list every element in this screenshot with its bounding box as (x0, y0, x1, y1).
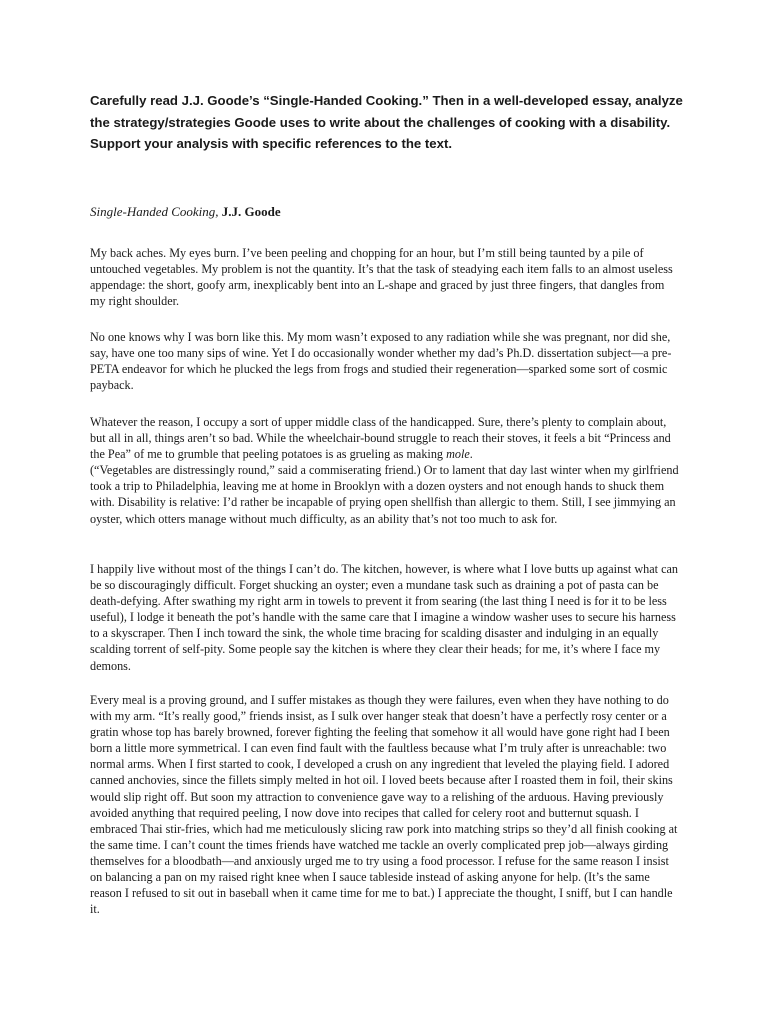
essay-prompt: Carefully read J.J. Goode’s “Single-Handed Cooking.” Then in a well-developed essay, analyze the strategy/strategies Goode uses to write about the challenges of cooking with a disability. Support your analysis with specific references to the text. (90, 93, 683, 151)
paragraph-3-period: . (469, 447, 473, 462)
paragraph-4: I happily live without most of the things I can’t do. The kitchen, however, is where what I love butts up against what can be so discouragingly difficult. Forget shucking an oyster; even a mundane task such as draining a pot of pasta can be death-defying. After swathing my right arm in towels to prevent it from searing (the last thing I need is for it to be less useful), I lodge it beneath the pot’s handle with the same care that I imagine a window washer uses to secure his harness to a skyscraper. Then I inch toward the sink, the whole time bracing for scalding disaster and indulging in an equally scalding torrent of self-pity. Some people say the kitchen is where they clear their heads; for me, it’s where I face my demons. (90, 562, 678, 673)
paragraph-1: My back aches. My eyes burn. I’ve been peeling and chopping for an hour, but I’m still being taunted by a pile of untouched vegetables. My problem is not the quantity. It’s that the task of steadying each item falls to an almost useless appendage: the short, goofy arm, inexplicably bent into an L-shape and graced by just three fingers, that dangles from my right shoulder. (90, 246, 673, 309)
paragraph-3 (90, 414, 680, 527)
paragraph-3-lead: Whatever the reason, I occupy a sort of upper middle class of the handicapped. Sure, there’s plenty to complain about, but all in all, things aren’t so bad. While the wheelchair-bound struggle to reach their stoves, it feels a bit “Princess and the Pea” of me to grumble that peeling potatoes is as grueling as making (90, 415, 671, 462)
paragraph-3-rest: (“Vegetables are distressingly round,” said a commiserating friend.) Or to lament that day last winter when my girlfriend took a trip to Philadelphia, leaving me at home in Brooklyn with a dozen oysters and not enough hands to shuck them with. Disability is relative: I’d rather be incapable of prying open shellfish than allergic to them. Still, I see jimmying an oyster, which otters manage without much difficulty, as an ability that’s not too much to ask for. (90, 463, 679, 526)
essay-author: J.J. Goode (221, 204, 281, 219)
essay-title: Single-Handed Cooking, (90, 204, 219, 219)
paragraph-3-italic-word: mole (446, 447, 470, 462)
paragraph-2: No one knows why I was born like this. My mom wasn’t exposed to any radiation while she was pregnant, nor did she, say, have one too many sips of wine. Yet I do occasionally wonder whether my dad’s Ph.D. dissertation subject—a pre-PETA endeavor for which he plucked the legs from frogs and studied their regeneration—sparked some sort of cosmic payback. (90, 330, 672, 393)
paragraph-5: Every meal is a proving ground, and I suffer mistakes as though they were failures, even when they have nothing to do with my arm. “It’s really good,” friends insist, as I sulk over hanger steak that doesn’t have a perfectly rosy center or a gratin whose top has barely browned, forever fighting the feeling that somehow it all would have gone right had I been born a little more symmetrical. I can even find fault with the faultless because what I’m truly after is unreachable: two normal arms. When I first started to cook, I developed a crush on any ingredient that leveled the playing field. I adored canned anchovies, since the fillets simply melted in hot oil. I loved beets because after I roasted them in foil, their skins would slip right off. But soon my attraction to convenience gave way to a relishing of the arduous. Having previously avoided anything that required peeling, I now dove into recipes that called for celery root and butternut squash. I embraced Thai stir-fries, which had me meticulously slicing raw pork into matching strips so they’d all finish cooking at the same time. I can’t count the times friends have watched me tackle an overly complicated prep job—always girding themselves for a bloodbath—and anxiously urged me to try using a food processor. I refuse for the same reason I insist on balancing a pan on my raised right knee when I sauce tableside instead of asking anyone for help. (It’s the same reason I refused to sit out in baseball when it came time for me to bat.) I appreciate the thought, I sniff, but I can handle it. (90, 693, 678, 917)
essay-title-line (90, 203, 690, 221)
